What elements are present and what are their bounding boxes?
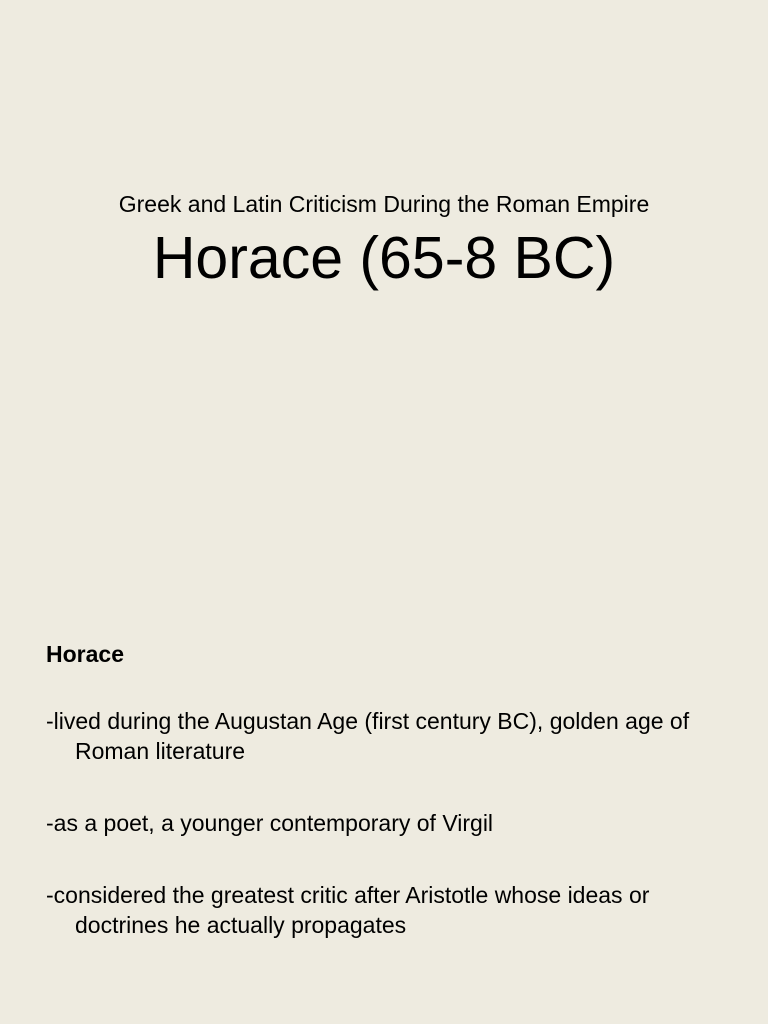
bullet-list — [46, 706, 736, 982]
slide-subtitle: Greek and Latin Criticism During the Roman Empire — [118, 191, 650, 217]
bullet-item: -lived during the Augustan Age (first century BC), golden age of Roman literature — [46, 708, 690, 764]
slide-heading: Horace — [46, 641, 124, 667]
bullet-item: -considered the greatest critic after Aristotle whose ideas or doctrines he actually propagates — [46, 882, 650, 938]
slide-title: Horace (65-8 BC) — [152, 225, 616, 291]
bullet-item: -as a poet, a younger contemporary of Virgil — [46, 810, 494, 836]
content-slide — [0, 512, 768, 1024]
